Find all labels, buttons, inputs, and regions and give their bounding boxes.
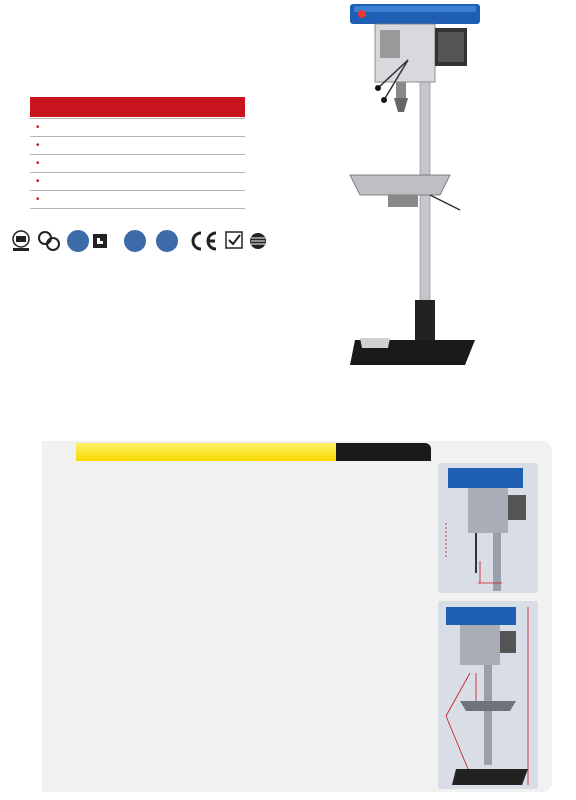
bullet-icon: • [36, 122, 40, 133]
table-header-model [76, 443, 336, 461]
tuv-logo-icon [122, 228, 148, 254]
feature-item [30, 155, 245, 173]
certification-logos [10, 228, 320, 258]
drill-diagram-bottom-icon [438, 601, 538, 789]
dimension-diagram-bottom [438, 601, 538, 789]
bullet-icon: • [36, 176, 40, 187]
tuv-gs-logo-icon [66, 228, 114, 254]
drill-diagram-top-icon [438, 463, 538, 593]
feature-item [30, 137, 245, 155]
bullet-icon: • [36, 158, 40, 169]
drill-press-image [330, 0, 510, 380]
dimension-diagram-top [438, 463, 538, 593]
product-title [30, 97, 245, 117]
tuv-logo-icon [154, 228, 180, 254]
feature-item [30, 191, 245, 209]
feature-item [30, 173, 245, 191]
table-header-model-number [336, 443, 431, 461]
bsci-logo-icon [248, 228, 314, 254]
cas-logo-icon [36, 228, 62, 254]
feature-list [30, 118, 245, 209]
ce-logo-icon [186, 228, 220, 254]
bullet-icon: • [36, 194, 40, 205]
spec-table [42, 441, 556, 792]
feature-item [30, 118, 245, 137]
etl-logo-icon [10, 228, 32, 254]
rohs-logo-icon [224, 228, 244, 254]
bullet-icon: • [36, 140, 40, 151]
